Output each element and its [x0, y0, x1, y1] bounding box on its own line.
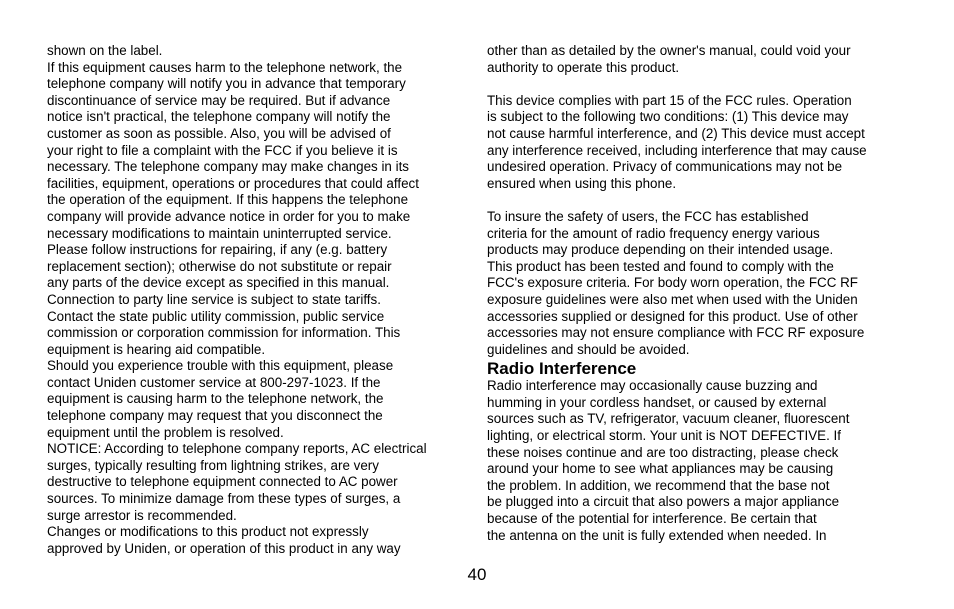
text-line: authority to operate this product. [487, 59, 680, 75]
text-line: Contact the state public utility commission, public service [47, 308, 385, 324]
text-line: To insure the safety of users, the FCC has established [487, 208, 809, 224]
text-line: accessories may not ensure compliance with FCC RF exposure [487, 325, 865, 341]
text-line: the operation of the equipment. If this happens the telephone [47, 192, 409, 208]
text-line: discontinuance of service may be required. But if advance [47, 92, 391, 108]
text-line: necessary modifications to maintain uninterrupted service. [47, 225, 392, 241]
section-heading-radio-interference: Radio Interference [487, 359, 637, 379]
text-line: telephone company will notify you in advance that temporary [47, 76, 406, 92]
paragraph-fcc-part-15 [487, 93, 917, 193]
text-line: notice isn't practical, the telephone company will notify the [47, 109, 391, 125]
text-line: not cause harmful interference, and (2) This device must accept [487, 125, 865, 141]
paragraph-gap [487, 76, 917, 93]
page-number: 40 [467, 565, 487, 584]
paragraph-radio-interference [487, 378, 917, 544]
text-line: lighting, or electrical storm. Your unit is NOT DEFECTIVE. If [487, 428, 841, 444]
text-line: other than as detailed by the owner's manual, could void your [487, 43, 851, 58]
paragraph-owners-manual [487, 43, 917, 76]
text-line: is subject to the following two conditions: (1) This device may [487, 109, 849, 125]
text-line: sources such as TV, refrigerator, vacuum cleaner, fluorescent [487, 411, 850, 427]
right-column [487, 43, 917, 544]
text-line: the antenna on the unit is fully extended when needed. In [487, 527, 827, 543]
text-line: Radio interference may occasionally cause buzzing and [487, 378, 818, 394]
text-line: because of the potential for interference. Be certain that [487, 511, 817, 527]
text-line: Connection to party line service is subject to state tariffs. [47, 291, 381, 307]
text-line: surge arrestor is recommended. [47, 507, 237, 523]
text-line: equipment is hearing aid compatible. [47, 341, 266, 357]
text-line: products may produce depending on their intended usage. [487, 242, 834, 258]
left-column [47, 43, 477, 557]
text-line: your right to file a complaint with the FCC if you believe it is [47, 142, 398, 158]
text-line: any parts of the device except as specified in this manual. [47, 275, 390, 291]
text-line: facilities, equipment, operations or procedures that could affect [47, 175, 419, 191]
text-line: accessories supplied or designed for this product. Use of other [487, 308, 858, 324]
text-line: guidelines and should be avoided. [487, 341, 690, 357]
text-line: around your home to see what appliances may be causing [487, 461, 834, 477]
text-line: Changes or modifications to this product not expressly [47, 524, 369, 540]
paragraph-rf-exposure [487, 209, 917, 358]
text-line: surges, typically resulting from lightning strikes, are very [47, 457, 379, 473]
text-line: destructive to telephone equipment connected to AC power [47, 474, 398, 490]
text-line: This device complies with part 15 of the FCC rules. Operation [487, 92, 852, 108]
text-line: approved by Uniden, or operation of this product in any way [47, 540, 401, 556]
text-line: shown on the label. [47, 43, 163, 58]
text-line: criteria for the amount of radio frequency energy various [487, 225, 820, 241]
paragraph-gap [487, 192, 917, 209]
text-line: company will provide advance notice in order for you to make [47, 208, 411, 224]
text-line: any interference received, including interference that may cause [487, 142, 867, 158]
text-line: NOTICE: According to telephone company reports, AC electrical [47, 441, 427, 457]
text-line: ensured when using this phone. [487, 175, 677, 191]
text-line: undesired operation. Privacy of communications may not be [487, 159, 843, 175]
text-line: humming in your cordless handset, or caused by external [487, 394, 827, 410]
text-line: equipment is causing harm to the telephone network, the [47, 391, 384, 407]
text-line: FCC's exposure criteria. For body worn operation, the FCC RF [487, 275, 858, 291]
text-line: sources. To minimize damage from these types of surges, a [47, 491, 401, 507]
text-line: contact Uniden customer service at 800-297-1023. If the [47, 374, 381, 390]
text-line: equipment until the problem is resolved. [47, 424, 284, 440]
text-line: be plugged into a circuit that also powers a major appliance [487, 494, 840, 510]
text-line: If this equipment causes harm to the telephone network, the [47, 59, 403, 75]
text-line: these noises continue and are too distracting, please check [487, 444, 839, 460]
text-line: telephone company may request that you disconnect the [47, 408, 383, 424]
text-line: replacement section); otherwise do not substitute or repair [47, 258, 392, 274]
text-line: commission or corporation commission for information. This [47, 325, 401, 341]
text-line: This product has been tested and found to comply with the [487, 258, 834, 274]
text-line: Please follow instructions for repairing, if any (e.g. battery [47, 242, 388, 258]
text-line: necessary. The telephone company may make changes in its [47, 159, 409, 175]
text-line: customer as soon as possible. Also, you will be advised of [47, 125, 391, 141]
text-line: exposure guidelines were also met when used with the Uniden [487, 291, 858, 307]
text-line: Should you experience trouble with this equipment, please [47, 358, 394, 374]
text-line: the problem. In addition, we recommend that the base not [487, 477, 830, 493]
